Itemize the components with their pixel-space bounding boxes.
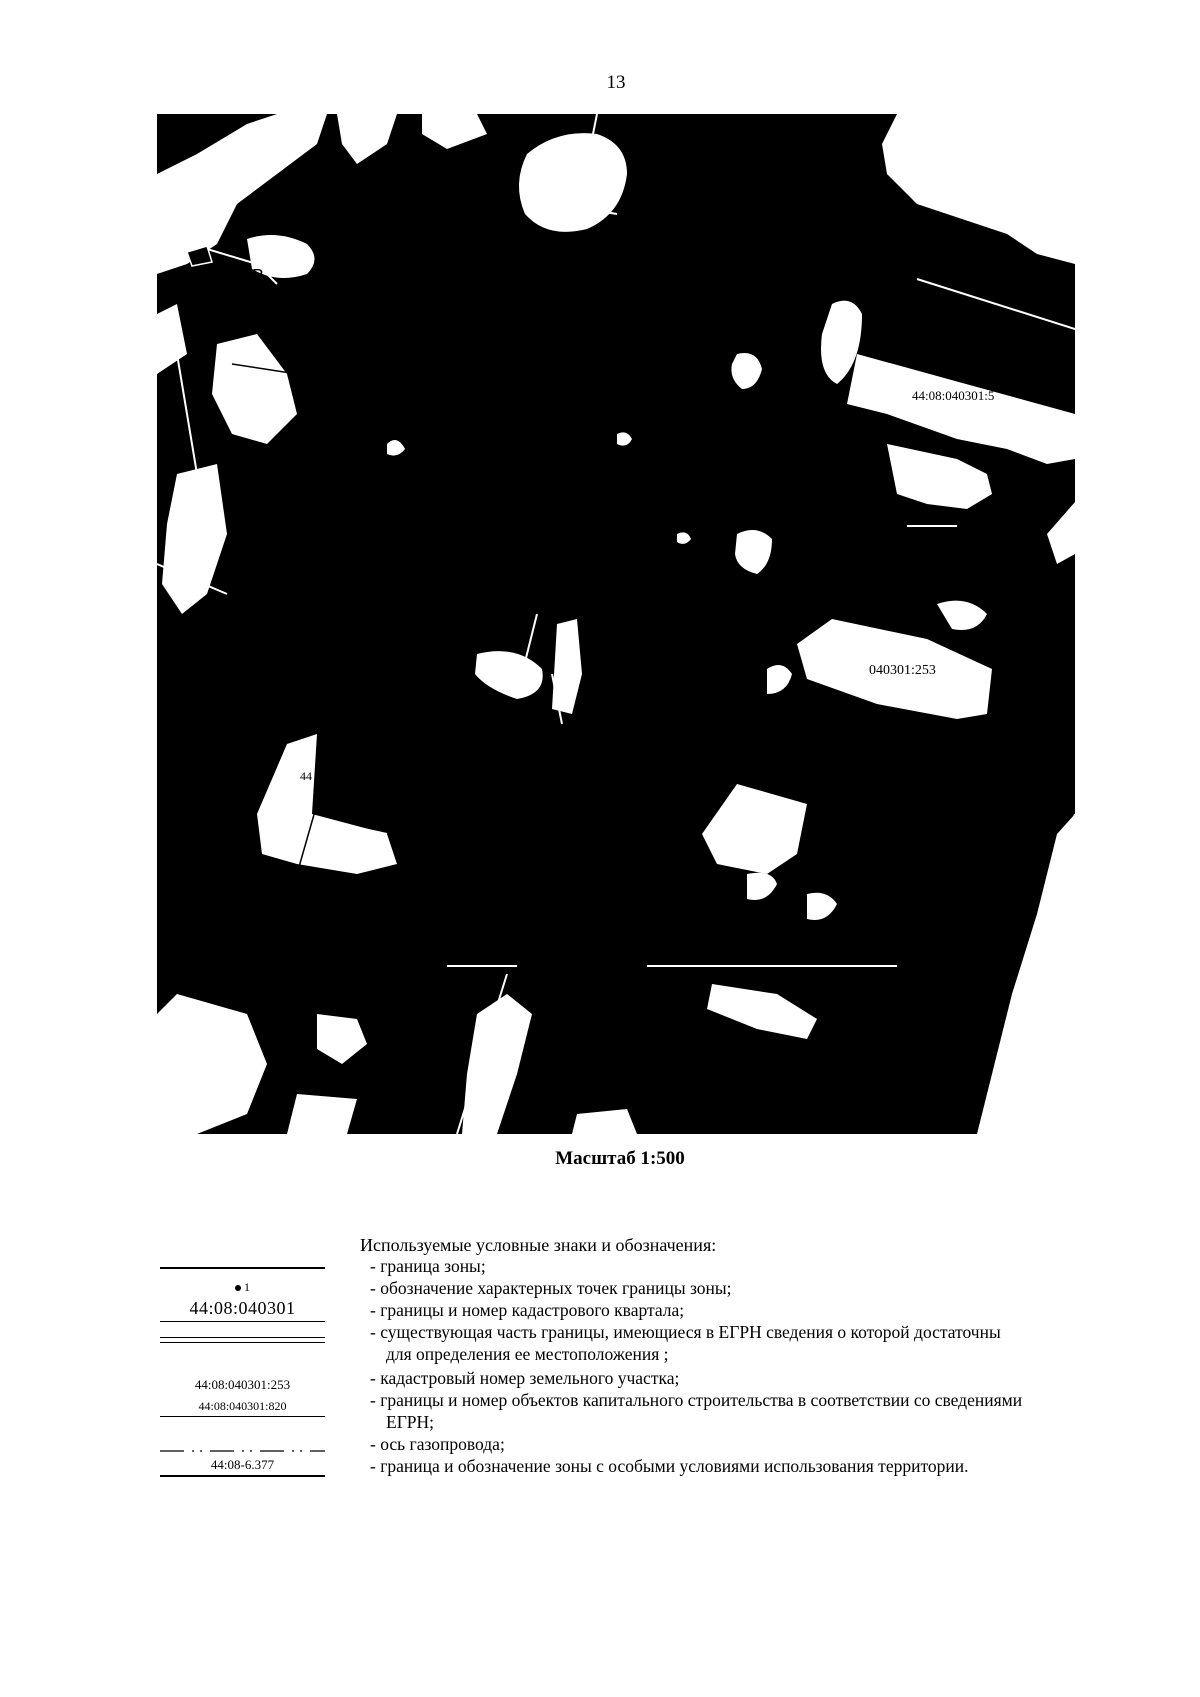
map-image — [157, 114, 1075, 1134]
legend-item: для определения ее местоположения ; — [386, 1344, 669, 1364]
scale-caption: Масштаб 1:500 — [555, 1148, 685, 1169]
map-label-parcel-253: 040301:253 — [869, 663, 936, 678]
symbol-zone-line — [160, 1475, 325, 1477]
legend-item: - существующая часть границы, имеющиеся в ЕГРН сведения о которой достаточны — [370, 1322, 1001, 1342]
legend-item: - границы и номер кадастрового квартала; — [370, 1300, 685, 1320]
map-label-partial: 44 — [300, 769, 312, 783]
symbol-zone-boundary — [160, 1267, 325, 1269]
symbol-building-line — [160, 1416, 325, 1417]
legend-item: ЕГРН; — [386, 1412, 435, 1432]
legend-item: - граница и обозначение зоны с особыми условиями использования территории. — [370, 1456, 969, 1476]
map-label-quarter: 44:08:040301:5 — [912, 388, 995, 403]
legend-item: - ось газопровода; — [370, 1434, 505, 1454]
symbol-quarter-line — [160, 1321, 325, 1322]
gas-pipeline-line-icon — [160, 1448, 325, 1454]
aerial-map — [157, 114, 1075, 1134]
map-label-point-g: Г — [212, 379, 220, 395]
symbol-building-number: 44:08:040301:820 — [198, 1399, 287, 1413]
legend-title: Используемые условные знаки и обозначения: — [360, 1235, 717, 1255]
symbol-zone-number: 44:08-6.377 — [210, 1457, 275, 1472]
map-label-point-v: В — [252, 266, 265, 286]
symbol-existing-boundary — [160, 1337, 325, 1343]
legend-item: - кадастровый номер земельного участка; — [370, 1368, 680, 1388]
symbol-point — [160, 1280, 325, 1295]
legend-item: - обозначение характерных точек границы зоны; — [370, 1278, 732, 1298]
legend-item: - граница зоны; — [370, 1256, 486, 1276]
point-dot-icon — [235, 1285, 241, 1291]
symbol-quarter-number: 44:08:040301 — [189, 1298, 296, 1318]
legend-item: - границы и номер объектов капитального строительства в соответствии со сведениями — [370, 1390, 1023, 1410]
page-number: 13 — [606, 72, 626, 93]
symbol-parcel-number: 44:08:040301:253 — [194, 1377, 291, 1392]
symbol-point-number: 1 — [244, 1280, 250, 1294]
